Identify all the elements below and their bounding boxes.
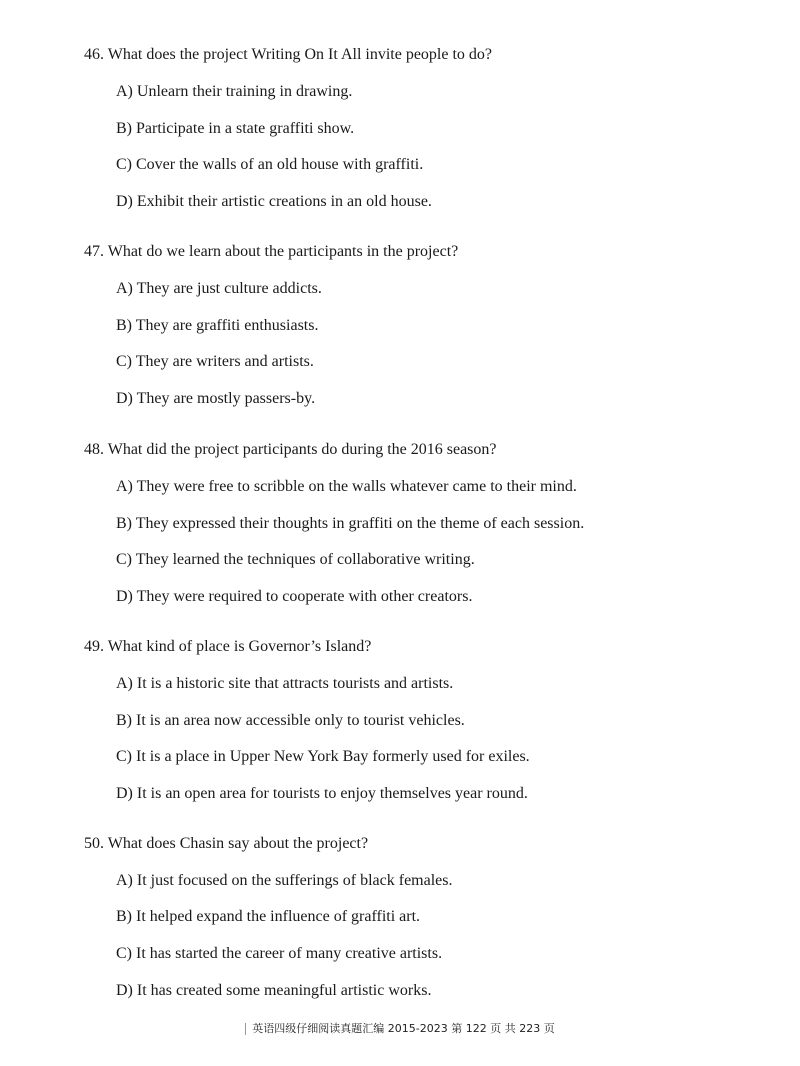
option-d: D) They are mostly passers-by. <box>116 390 316 407</box>
option-d: D) They were required to cooperate with other creators. <box>116 588 473 605</box>
question-stem: 49. What kind of place is Governor’s Island? <box>84 638 372 655</box>
option-d: D) It has created some meaningful artistic works. <box>116 982 432 999</box>
question-stem: 47. What do we learn about the participants in the project? <box>84 243 459 260</box>
option-c: C) It has started the career of many creative artists. <box>116 945 443 962</box>
option-d: D) Exhibit their artistic creations in an old house. <box>116 193 432 210</box>
page-footer <box>0 1022 800 1036</box>
option-a: A) It just focused on the sufferings of black females. <box>116 872 453 889</box>
option-a: A) They were free to scribble on the walls whatever came to their mind. <box>116 478 577 495</box>
option-d: D) It is an open area for tourists to enjoy themselves year round. <box>116 785 528 802</box>
option-a: A) They are just culture addicts. <box>116 280 322 297</box>
option-b: B) They are graffiti enthusiasts. <box>116 317 319 334</box>
question-49 <box>84 637 764 802</box>
footer-divider <box>245 1023 246 1035</box>
question-50 <box>84 834 764 999</box>
option-b: B) Participate in a state graffiti show. <box>116 120 355 137</box>
option-b: B) It helped expand the influence of graffiti art. <box>116 908 421 925</box>
option-c: C) They are writers and artists. <box>116 353 314 370</box>
option-c: C) It is a place in Upper New York Bay formerly used for exiles. <box>116 748 530 765</box>
question-47 <box>84 242 764 407</box>
footer-text: 英语四级仔细阅读真题汇编 2015-2023 第 122 页 共 223 页 <box>252 1022 555 1035</box>
option-c: C) Cover the walls of an old house with graffiti. <box>116 156 424 173</box>
question-stem: 46. What does the project Writing On It All invite people to do? <box>84 46 493 63</box>
question-stem: 48. What did the project participants do during the 2016 season? <box>84 441 497 458</box>
option-c: C) They learned the techniques of collaborative writing. <box>116 551 475 568</box>
option-b: B) It is an area now accessible only to tourist vehicles. <box>116 712 465 729</box>
option-a: A) Unlearn their training in drawing. <box>116 83 353 100</box>
question-48 <box>84 440 764 605</box>
option-a: A) It is a historic site that attracts tourists and artists. <box>116 675 454 692</box>
question-stem: 50. What does Chasin say about the project? <box>84 835 369 852</box>
option-b: B) They expressed their thoughts in graffiti on the theme of each session. <box>116 515 585 532</box>
question-46 <box>84 45 764 210</box>
